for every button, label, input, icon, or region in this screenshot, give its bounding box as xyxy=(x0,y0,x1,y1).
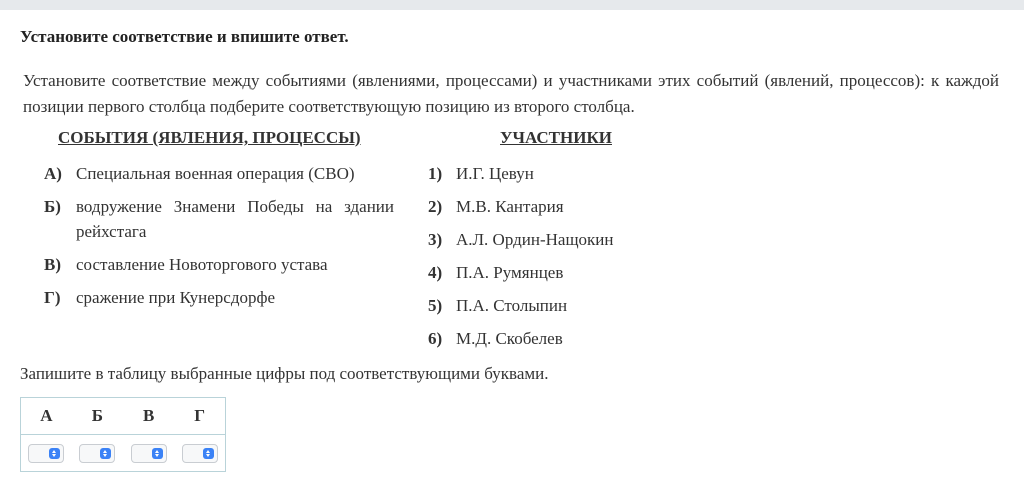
answer-letter-v: В xyxy=(123,398,174,435)
participant-text: А.Л. Ордин-Нащокин xyxy=(456,230,614,249)
participants-column-header: УЧАСТНИКИ xyxy=(500,128,612,147)
participant-item-1 xyxy=(428,161,728,186)
answer-cell-b xyxy=(72,435,123,472)
select-arrows-icon xyxy=(152,448,163,459)
participant-item-2 xyxy=(428,194,728,219)
answer-cell-g xyxy=(174,435,225,472)
event-mark: А) xyxy=(44,164,62,183)
participant-mark: 5) xyxy=(428,296,443,315)
participant-item-3 xyxy=(428,227,728,252)
select-arrows-icon xyxy=(203,448,214,459)
event-item-v xyxy=(44,252,396,277)
participant-text: М.В. Кантария xyxy=(456,197,564,216)
answer-table-input-row xyxy=(21,435,226,472)
events-column-header: СОБЫТИЯ (ЯВЛЕНИЯ, ПРОЦЕССЫ) xyxy=(58,128,361,147)
event-text: водружение Знамени Победы на здании рейхстага xyxy=(76,197,394,241)
event-item-b xyxy=(44,194,396,244)
answer-letter-g: Г xyxy=(174,398,225,435)
participant-mark: 4) xyxy=(428,263,443,282)
event-text: Специальная военная операция (СВО) xyxy=(76,164,355,183)
participant-text: И.Г. Цевун xyxy=(456,164,534,183)
event-item-g xyxy=(44,285,396,310)
participant-text: П.А. Столыпин xyxy=(456,296,568,315)
participant-item-4 xyxy=(428,260,728,285)
participant-item-6 xyxy=(428,326,728,351)
task-title: Установите соответствие и впишите ответ. xyxy=(20,27,349,46)
answer-select-g[interactable] xyxy=(182,444,218,463)
event-text: составление Новоторгового устава xyxy=(76,255,328,274)
event-mark: Г) xyxy=(44,288,61,307)
top-bar xyxy=(0,0,1024,10)
answer-note: Запишите в таблицу выбранные цифры под соответствующими буквами. xyxy=(20,364,549,383)
participant-mark: 1) xyxy=(428,164,443,183)
answer-cell-a xyxy=(21,435,72,472)
event-text: сражение при Кунерсдорфе xyxy=(76,288,276,307)
participant-mark: 2) xyxy=(428,197,443,216)
answer-cell-v xyxy=(123,435,174,472)
answer-select-v[interactable] xyxy=(131,444,167,463)
answer-letter-b: Б xyxy=(72,398,123,435)
select-arrows-icon xyxy=(49,448,60,459)
answer-table xyxy=(20,397,226,472)
answer-table-header-row xyxy=(21,398,226,435)
answer-select-b[interactable] xyxy=(79,444,115,463)
participant-mark: 3) xyxy=(428,230,443,249)
participant-item-5 xyxy=(428,293,728,318)
participant-text: П.А. Румянцев xyxy=(456,263,564,282)
event-item-a xyxy=(44,161,396,186)
event-mark: Б) xyxy=(44,197,61,216)
event-mark: В) xyxy=(44,255,61,274)
answer-letter-a: А xyxy=(21,398,72,435)
answer-select-a[interactable] xyxy=(28,444,64,463)
participant-text: М.Д. Скобелев xyxy=(456,329,563,348)
participant-mark: 6) xyxy=(428,329,443,348)
task-instruction: Установите соответствие между событиями (явлениями, процессами) и участниками этих событий (явлений, процессов): к каждой позиции первого столбца подберите соответствующую позицию из второго столбца. xyxy=(23,71,999,116)
select-arrows-icon xyxy=(100,448,111,459)
